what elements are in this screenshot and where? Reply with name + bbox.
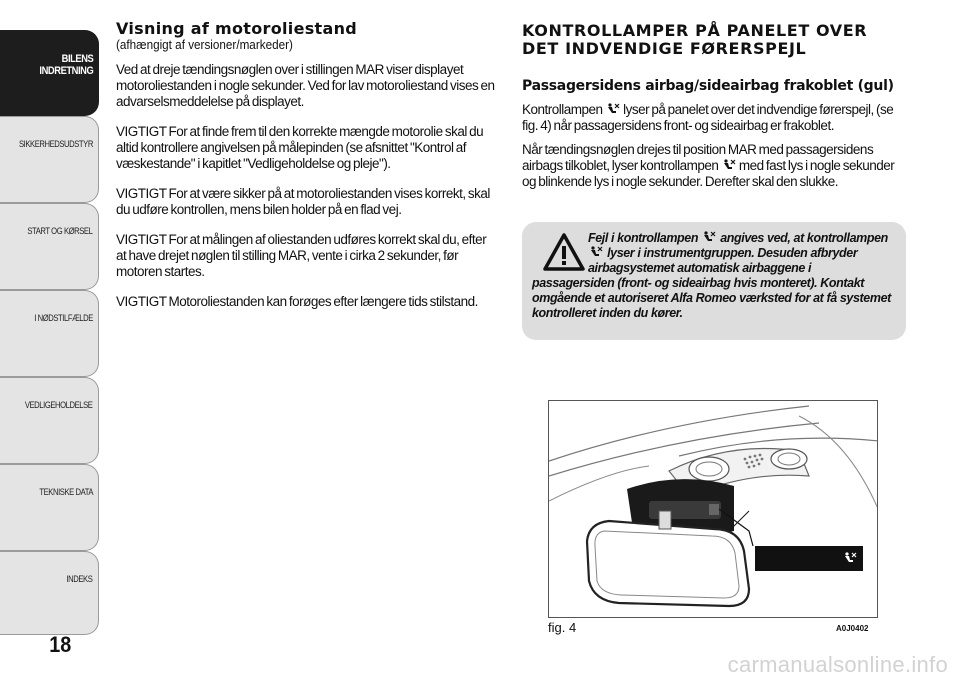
text: med fast lys i nogle sekunder og blinkende lys i nogle sekunder. Derefter skal den slukke.: [522, 158, 895, 189]
tab-bilens-indretning[interactable]: [0, 30, 99, 116]
tab-label: TEKNISKE DATA: [39, 487, 93, 497]
watermark: carmanualsonline.info: [727, 652, 948, 677]
overhead-panel-illustration: [549, 401, 878, 618]
tab-vedligeholdelse[interactable]: [0, 377, 99, 464]
text: Kontrollampen: [522, 102, 603, 117]
right-column: [522, 22, 907, 204]
tab-start-og-korsel[interactable]: [0, 203, 99, 290]
paragraph: Ved at dreje tændingsnøglen over i stillingen MAR viser displayet motoroliestanden i nogle sekunder. Ved for lav motoroliestand vises en advarselsmeddelelse på displayet.: [116, 62, 495, 109]
warning-text: passagersiden (front- og sideairbag hvis monteret). Kontakt omgående et autoriseret Alfa Romeo værksted for at få systemet kontrolleret inden du kører.: [532, 276, 891, 320]
tab-label: BILENS INDRETNING: [38, 53, 93, 77]
paragraph: [522, 142, 907, 190]
paragraph: [522, 102, 907, 134]
paragraph: VIGTIGT For at målingen af oliestanden udføres korrekt skal du, efter at have drejet nøglen til stilling MAR, vente i cirka 2 sekunder, før motoren startes.: [116, 232, 487, 279]
tab-i-nodstilfaelde[interactable]: [0, 290, 99, 377]
tab-label: VEDLIGEHOLDELSE: [25, 400, 93, 410]
tab-label: INDEKS: [66, 574, 93, 584]
airbag-off-icon: [589, 246, 603, 258]
text: Når tændingsnøglen drejes til position MAR med passagersidens airbags tilkoblet, lyser kontrollampen: [522, 142, 874, 173]
text: lyser i instrumentgruppen. Desuden afbryder airbagsystemet automatisk airbaggene i: [588, 246, 858, 275]
subsection-heading: Passagersidens airbag/sideairbag frakoblet (gul): [522, 78, 894, 94]
warning-box: [522, 222, 906, 340]
paragraph: VIGTIGT Motoroliestanden kan forøges efter længere tids stilstand.: [116, 294, 478, 309]
tab-sikkerhedsudstyr[interactable]: [0, 116, 99, 203]
figure-caption: fig. 4: [548, 620, 577, 635]
airbag-off-icon: [606, 103, 620, 115]
airbag-off-icon: [702, 231, 716, 243]
tab-indeks[interactable]: [0, 551, 99, 635]
text: Fejl i kontrollampen: [588, 231, 699, 245]
text: angives ved, at kontrollampen: [720, 231, 888, 245]
figure-overhead-panel: [548, 400, 878, 618]
tab-label: I NØDSTILFÆLDE: [34, 313, 93, 323]
page-number: 18: [49, 632, 72, 657]
airbag-off-icon: [722, 159, 736, 171]
warning-triangle-icon: [542, 232, 586, 272]
heading-line: DET INDVENDIGE FØRERSPEJL: [522, 39, 807, 58]
heading-line: KONTROLLAMPER PÅ PANELET OVER: [522, 21, 868, 40]
paragraph: VIGTIGT For at være sikker på at motoroliestanden vises korrekt, skal du udføre kontrollen, mens bilen holder på en flad vej.: [116, 186, 490, 217]
section-heading: [522, 22, 907, 58]
tab-label: SIKKERHEDSUDSTYR: [18, 139, 93, 149]
section-heading: Visning af motoroliestand: [116, 19, 358, 38]
paragraph: VIGTIGT For at finde frem til den korrekte mængde motorolie skal du altid kontrollere angivelsen på målepinden (se afsnittet "Kontrol af væskestande" i kapitlet "Vedligeholdelse og pleje").: [116, 124, 484, 171]
warning-text: [588, 231, 900, 276]
section-subheading: (afhængigt af versioner/markeder): [116, 37, 293, 52]
figure-code: A0J0402: [836, 624, 869, 633]
text: lyser på panelet over det indvendige førerspejl, (se fig. 4) når passagersidens front- og sideairbag er frakoblet.: [522, 102, 894, 133]
tab-tekniske-data[interactable]: [0, 464, 99, 551]
tab-label: START OG KØRSEL: [27, 226, 93, 236]
left-column: [116, 20, 498, 324]
